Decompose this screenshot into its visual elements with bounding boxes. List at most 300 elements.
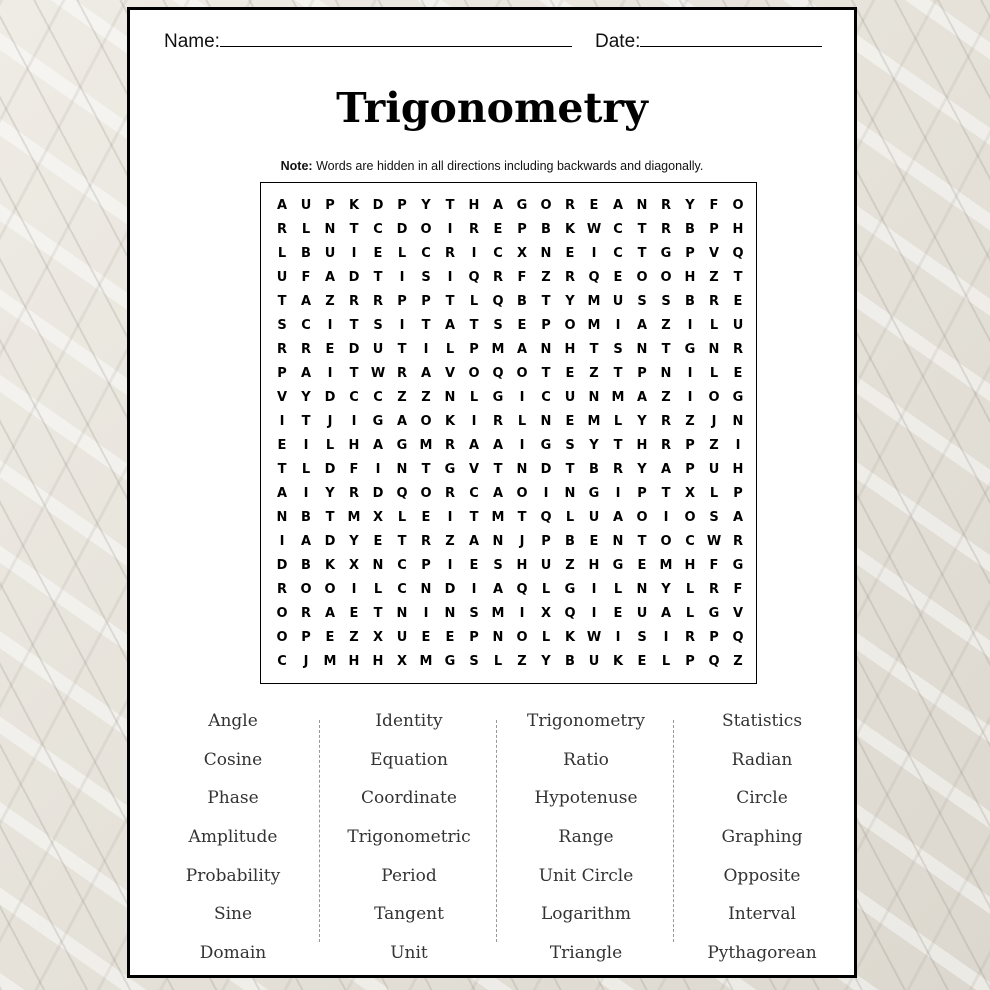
grid-letter[interactable]: M [587,413,601,429]
grid-letter[interactable]: X [540,605,552,621]
grid-letter[interactable]: S [469,605,479,621]
grid-letter[interactable]: Q [732,245,744,261]
grid-letter[interactable]: U [636,605,648,621]
grid-letter[interactable]: I [591,245,597,261]
grid-letter[interactable]: B [301,557,311,573]
grid-letter[interactable]: T [421,317,431,333]
grid-letter[interactable]: D [372,485,384,501]
grid-letter[interactable]: A [372,437,384,453]
grid-letter[interactable]: E [493,221,503,237]
grid-letter[interactable]: R [564,269,575,285]
grid-letter[interactable]: T [349,221,359,237]
grid-letter[interactable]: B [541,221,551,237]
grid-letter[interactable]: O [708,389,720,405]
grid-letter[interactable]: K [444,413,456,429]
grid-letter[interactable]: Q [588,269,600,285]
grid-letter[interactable]: M [347,509,361,525]
grid-letter[interactable]: T [637,221,647,237]
grid-letter[interactable]: M [611,389,625,405]
grid-letter[interactable]: O [300,581,312,597]
grid-letter[interactable]: Q [516,581,528,597]
grid-letter[interactable]: O [276,605,288,621]
grid-letter[interactable]: W [586,629,602,645]
grid-letter[interactable]: L [709,365,719,381]
grid-letter[interactable]: T [421,461,431,477]
grid-letter[interactable]: P [469,341,479,357]
grid-letter[interactable]: L [397,245,407,261]
grid-letter[interactable]: X [684,485,696,501]
grid-letter[interactable]: N [540,413,552,429]
grid-letter[interactable]: Q [468,269,480,285]
grid-letter[interactable]: X [372,509,384,525]
grid-letter[interactable]: H [348,437,360,453]
grid-letter[interactable]: U [732,317,744,333]
grid-letter[interactable]: I [519,437,525,453]
grid-letter[interactable]: A [468,437,480,453]
grid-letter[interactable]: N [660,365,672,381]
grid-letter[interactable]: W [586,221,602,237]
grid-letter[interactable]: N [276,509,288,525]
grid-letter[interactable]: W [370,365,386,381]
grid-letter[interactable]: A [420,365,432,381]
grid-letter[interactable]: E [277,437,287,453]
grid-letter[interactable]: Y [349,533,359,549]
grid-letter[interactable]: N [612,533,624,549]
grid-letter[interactable]: P [277,365,287,381]
grid-letter[interactable]: N [324,221,336,237]
grid-letter[interactable]: G [732,389,744,405]
grid-letter[interactable]: N [396,605,408,621]
grid-letter[interactable]: Z [325,293,335,309]
grid-letter[interactable]: L [613,413,623,429]
grid-letter[interactable]: Z [565,557,575,573]
grid-letter[interactable]: R [276,581,287,597]
grid-letter[interactable]: U [612,293,624,309]
grid-letter[interactable]: P [637,485,647,501]
grid-letter[interactable]: R [420,533,431,549]
grid-letter[interactable]: L [469,389,479,405]
grid-letter[interactable]: T [397,341,407,357]
grid-letter[interactable]: O [516,485,528,501]
grid-letter[interactable]: Y [637,461,647,477]
grid-letter[interactable]: H [372,653,384,669]
grid-letter[interactable]: G [540,437,552,453]
grid-letter[interactable]: P [421,557,431,573]
grid-letter[interactable]: I [663,629,669,645]
grid-letter[interactable]: J [303,653,309,669]
grid-letter[interactable]: S [637,293,647,309]
grid-letter[interactable]: V [708,245,720,261]
grid-letter[interactable]: Y [421,197,431,213]
grid-letter[interactable]: O [636,509,648,525]
grid-letter[interactable]: R [300,605,311,621]
grid-letter[interactable]: A [660,461,672,477]
grid-letter[interactable]: E [613,269,623,285]
grid-letter[interactable]: L [685,581,695,597]
grid-letter[interactable]: N [492,629,504,645]
grid-letter[interactable]: A [444,317,456,333]
grid-letter[interactable]: T [613,365,623,381]
grid-letter[interactable]: Z [517,653,527,669]
grid-letter[interactable]: G [564,581,576,597]
grid-letter[interactable]: M [323,653,337,669]
grid-letter[interactable]: T [445,293,455,309]
grid-letter[interactable]: Q [732,629,744,645]
grid-letter[interactable]: U [588,509,600,525]
grid-letter[interactable]: E [517,317,527,333]
grid-letter[interactable]: Y [637,413,647,429]
grid-letter[interactable]: T [637,533,647,549]
grid-letter[interactable]: O [732,197,744,213]
grid-letter[interactable]: C [685,533,695,549]
grid-letter[interactable]: I [687,317,693,333]
grid-letter[interactable]: R [660,221,671,237]
grid-letter[interactable]: L [277,245,287,261]
grid-letter[interactable]: U [540,557,552,573]
grid-letter[interactable]: T [541,293,551,309]
grid-letter[interactable]: U [324,245,336,261]
grid-letter[interactable]: R [444,437,455,453]
grid-letter[interactable]: B [589,461,599,477]
grid-letter[interactable]: T [493,461,503,477]
grid-letter[interactable]: I [591,581,597,597]
grid-letter[interactable]: U [300,197,312,213]
grid-letter[interactable]: P [541,533,551,549]
grid-letter[interactable]: Q [540,509,552,525]
grid-letter[interactable]: E [469,557,479,573]
grid-letter[interactable]: H [684,269,696,285]
grid-letter[interactable]: U [564,389,576,405]
grid-letter[interactable]: I [447,269,453,285]
grid-letter[interactable]: X [396,653,408,669]
grid-letter[interactable]: M [659,557,673,573]
grid-letter[interactable]: O [276,629,288,645]
grid-letter[interactable]: D [324,389,336,405]
grid-letter[interactable]: L [613,581,623,597]
grid-letter[interactable]: C [397,581,407,597]
grid-letter[interactable]: I [447,509,453,525]
grid-letter[interactable]: I [471,245,477,261]
grid-letter[interactable]: H [516,557,528,573]
grid-letter[interactable]: Q [492,293,504,309]
grid-letter[interactable]: P [685,461,695,477]
grid-letter[interactable]: R [564,197,575,213]
grid-letter[interactable]: Z [709,437,719,453]
grid-letter[interactable]: I [615,629,621,645]
grid-letter[interactable]: D [324,533,336,549]
grid-letter[interactable]: H [732,221,744,237]
grid-letter[interactable]: I [471,413,477,429]
grid-letter[interactable]: E [373,245,383,261]
grid-letter[interactable]: A [492,197,504,213]
grid-letter[interactable]: O [540,197,552,213]
grid-letter[interactable]: E [613,605,623,621]
grid-letter[interactable]: C [397,557,407,573]
grid-letter[interactable]: G [588,485,600,501]
grid-letter[interactable]: I [399,317,405,333]
grid-letter[interactable]: P [421,293,431,309]
grid-letter[interactable]: L [301,221,311,237]
grid-letter[interactable]: T [277,293,287,309]
grid-letter[interactable]: G [612,557,624,573]
grid-letter[interactable]: M [587,317,601,333]
grid-letter[interactable]: P [397,293,407,309]
grid-letter[interactable]: V [468,461,480,477]
grid-letter[interactable]: Y [589,437,599,453]
grid-letter[interactable]: O [420,413,432,429]
grid-letter[interactable]: E [421,629,431,645]
grid-letter[interactable]: I [303,437,309,453]
grid-letter[interactable]: L [709,485,719,501]
grid-letter[interactable]: T [541,365,551,381]
grid-letter[interactable]: N [540,341,552,357]
grid-letter[interactable]: S [637,629,647,645]
grid-letter[interactable]: F [733,581,743,597]
grid-letter[interactable]: X [372,629,384,645]
name-field[interactable] [164,28,572,53]
grid-letter[interactable]: L [661,653,671,669]
grid-letter[interactable]: E [373,533,383,549]
grid-letter[interactable]: I [375,461,381,477]
grid-letter[interactable]: R [372,293,383,309]
grid-letter[interactable]: N [540,245,552,261]
grid-letter[interactable]: K [348,197,360,213]
grid-letter[interactable]: T [589,341,599,357]
grid-letter[interactable]: Z [685,413,695,429]
grid-letter[interactable]: B [565,533,575,549]
grid-letter[interactable]: T [301,413,311,429]
grid-letter[interactable]: S [373,317,383,333]
grid-letter[interactable]: I [327,365,333,381]
grid-letter[interactable]: R [396,365,407,381]
grid-letter[interactable]: N [708,341,720,357]
grid-letter[interactable]: A [636,317,648,333]
grid-letter[interactable]: I [615,485,621,501]
grid-letter[interactable]: R [612,461,623,477]
grid-letter[interactable]: T [733,269,743,285]
grid-letter[interactable]: S [709,509,719,525]
grid-letter[interactable]: A [468,533,480,549]
grid-letter[interactable]: T [469,317,479,333]
grid-letter[interactable]: S [493,317,503,333]
grid-letter[interactable]: O [516,365,528,381]
grid-letter[interactable]: O [684,509,696,525]
grid-letter[interactable]: L [541,629,551,645]
grid-letter[interactable]: E [349,605,359,621]
grid-letter[interactable]: E [325,341,335,357]
grid-letter[interactable]: N [564,485,576,501]
grid-letter[interactable]: I [687,365,693,381]
grid-letter[interactable]: B [685,293,695,309]
grid-letter[interactable]: H [636,437,648,453]
grid-letter[interactable]: D [444,581,456,597]
grid-letter[interactable]: A [300,365,312,381]
grid-letter[interactable]: D [324,461,336,477]
grid-letter[interactable]: O [468,365,480,381]
grid-letter[interactable]: C [349,389,359,405]
grid-letter[interactable]: R [732,341,743,357]
grid-letter[interactable]: S [421,269,431,285]
grid-letter[interactable]: C [469,485,479,501]
grid-letter[interactable]: B [517,293,527,309]
grid-letter[interactable]: Z [661,389,671,405]
grid-letter[interactable]: P [517,221,527,237]
grid-letter[interactable]: G [396,437,408,453]
grid-letter[interactable]: Z [349,629,359,645]
grid-letter[interactable]: R [660,197,671,213]
grid-letter[interactable]: K [324,557,336,573]
grid-letter[interactable]: L [301,461,311,477]
grid-letter[interactable]: U [588,653,600,669]
grid-letter[interactable]: L [373,581,383,597]
grid-letter[interactable]: E [565,365,575,381]
grid-letter[interactable]: Z [541,269,551,285]
grid-letter[interactable]: T [661,485,671,501]
grid-letter[interactable]: L [565,509,575,525]
grid-letter[interactable]: G [684,341,696,357]
grid-letter[interactable]: P [709,221,719,237]
grid-letter[interactable]: P [733,485,743,501]
grid-letter[interactable]: D [276,557,288,573]
grid-letter[interactable]: A [300,533,312,549]
grid-letter[interactable]: T [661,341,671,357]
grid-letter[interactable]: R [276,221,287,237]
grid-letter[interactable]: H [468,197,480,213]
grid-letter[interactable]: A [732,509,744,525]
grid-letter[interactable]: E [565,245,575,261]
grid-letter[interactable]: I [327,317,333,333]
grid-letter[interactable]: F [709,197,719,213]
grid-letter[interactable]: E [637,557,647,573]
grid-letter[interactable]: T [469,509,479,525]
grid-letter[interactable]: R [660,437,671,453]
grid-letter[interactable]: S [277,317,287,333]
grid-letter[interactable]: F [349,461,359,477]
grid-letter[interactable]: I [519,389,525,405]
grid-letter[interactable]: M [491,605,505,621]
grid-letter[interactable]: Q [708,653,720,669]
grid-letter[interactable]: H [348,653,360,669]
grid-letter[interactable]: A [516,341,528,357]
grid-letter[interactable]: P [685,653,695,669]
grid-letter[interactable]: D [372,197,384,213]
grid-letter[interactable]: I [519,605,525,621]
grid-letter[interactable]: B [565,653,575,669]
grid-letter[interactable]: Z [445,533,455,549]
grid-letter[interactable]: R [660,413,671,429]
grid-letter[interactable]: U [372,341,384,357]
grid-letter[interactable]: S [469,653,479,669]
grid-letter[interactable]: G [372,413,384,429]
grid-letter[interactable]: E [733,293,743,309]
grid-letter[interactable]: I [687,389,693,405]
grid-letter[interactable]: R [684,629,695,645]
grid-letter[interactable]: I [423,341,429,357]
grid-letter[interactable]: N [636,581,648,597]
grid-letter[interactable]: R [444,245,455,261]
grid-letter[interactable]: S [493,557,503,573]
grid-letter[interactable]: A [492,581,504,597]
grid-letter[interactable]: Q [492,365,504,381]
grid-letter[interactable]: A [276,197,288,213]
grid-letter[interactable]: I [471,581,477,597]
grid-letter[interactable]: M [419,437,433,453]
grid-letter[interactable]: C [373,221,383,237]
grid-letter[interactable]: P [469,629,479,645]
grid-letter[interactable]: A [492,437,504,453]
grid-letter[interactable]: M [491,509,505,525]
grid-letter[interactable]: P [685,437,695,453]
grid-letter[interactable]: R [492,269,503,285]
grid-letter[interactable]: R [276,341,287,357]
grid-letter[interactable]: L [709,317,719,333]
grid-letter[interactable]: E [565,413,575,429]
grid-letter[interactable]: L [685,605,695,621]
grid-letter[interactable]: A [636,389,648,405]
grid-letter[interactable]: I [663,509,669,525]
grid-letter[interactable]: I [447,221,453,237]
grid-letter[interactable]: O [564,317,576,333]
grid-letter[interactable]: W [706,533,722,549]
grid-letter[interactable]: L [325,437,335,453]
grid-letter[interactable]: H [588,557,600,573]
date-line[interactable] [640,28,822,47]
grid-letter[interactable]: T [277,461,287,477]
grid-letter[interactable]: Q [564,605,576,621]
grid-letter[interactable]: B [685,221,695,237]
grid-letter[interactable]: U [708,461,720,477]
grid-letter[interactable]: I [591,605,597,621]
grid-letter[interactable]: R [732,533,743,549]
grid-letter[interactable]: P [709,629,719,645]
grid-letter[interactable]: N [372,557,384,573]
grid-letter[interactable]: U [396,629,408,645]
grid-letter[interactable]: A [492,485,504,501]
grid-letter[interactable]: J [327,413,333,429]
grid-letter[interactable]: I [423,605,429,621]
name-line[interactable] [220,28,572,47]
grid-letter[interactable]: L [397,509,407,525]
grid-letter[interactable]: O [420,221,432,237]
grid-letter[interactable]: O [660,533,672,549]
grid-letter[interactable]: N [492,533,504,549]
grid-letter[interactable]: H [564,341,576,357]
grid-letter[interactable]: D [348,269,360,285]
grid-letter[interactable]: Z [733,653,743,669]
grid-letter[interactable]: Y [661,581,671,597]
grid-letter[interactable]: R [708,581,719,597]
grid-letter[interactable]: F [517,269,527,285]
grid-letter[interactable]: T [397,533,407,549]
grid-letter[interactable]: G [708,605,720,621]
grid-letter[interactable]: I [351,245,357,261]
grid-letter[interactable]: C [493,245,503,261]
grid-letter[interactable]: J [519,533,525,549]
grid-letter[interactable]: Z [589,365,599,381]
grid-letter[interactable]: E [637,653,647,669]
grid-letter[interactable]: Y [565,293,575,309]
grid-letter[interactable]: Q [396,485,408,501]
grid-letter[interactable]: M [587,293,601,309]
grid-letter[interactable]: T [349,365,359,381]
grid-letter[interactable]: Z [661,317,671,333]
grid-letter[interactable]: K [564,629,576,645]
grid-letter[interactable]: V [444,365,456,381]
grid-letter[interactable]: V [276,389,288,405]
grid-letter[interactable]: R [708,293,719,309]
grid-letter[interactable]: M [419,653,433,669]
grid-letter[interactable]: N [732,413,744,429]
